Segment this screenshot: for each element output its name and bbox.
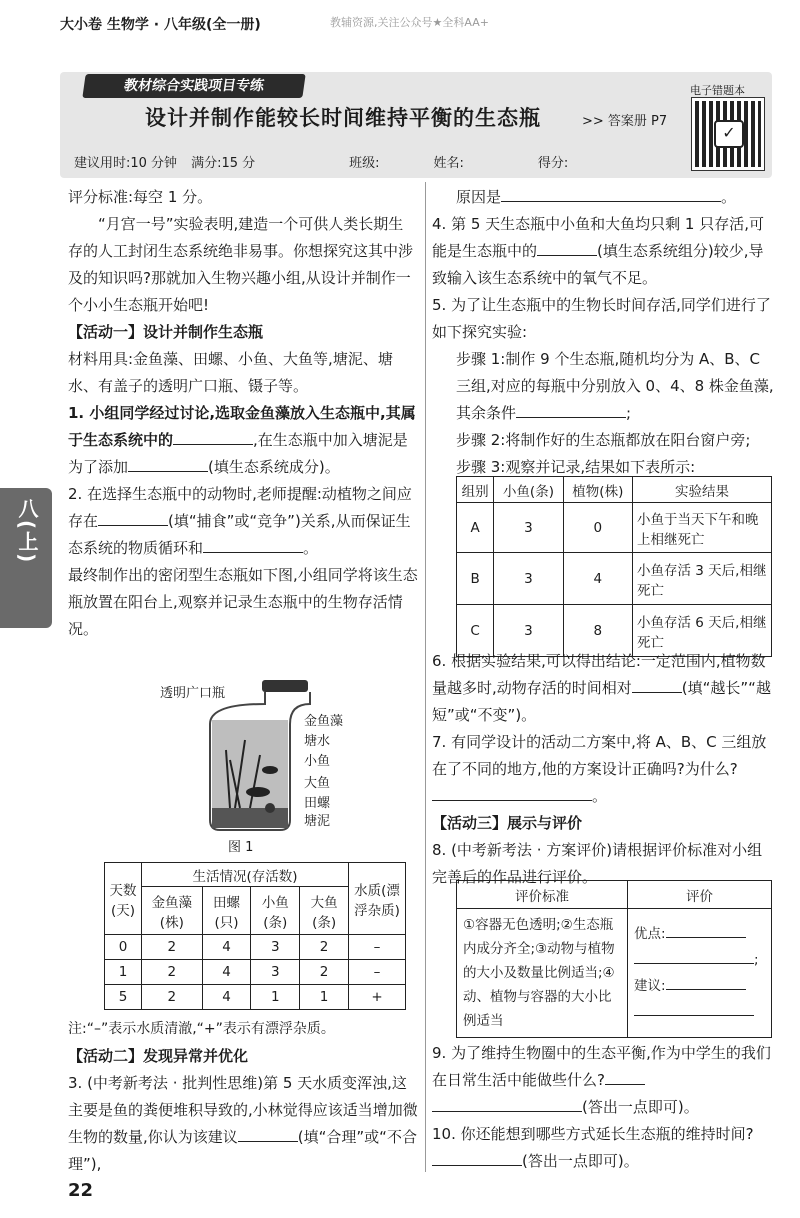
q4-blank[interactable]: [537, 239, 597, 256]
survival-table: [104, 862, 406, 1010]
fig-label-snail: 田螺: [304, 796, 331, 811]
class-field[interactable]: 班级:: [349, 156, 380, 171]
q3-reason-label: 原因是: [456, 188, 502, 206]
step-1: 步骤 1:制作 9 个生态瓶,随机均分为 A、B、C 三组,对应的每瓶中分别放入 0、4、8 株金鱼藻,其余条件 ;: [456, 350, 774, 422]
cell: 3: [251, 960, 300, 985]
good-label: 优点:: [634, 926, 666, 942]
score-text: 满分:15 分: [191, 156, 256, 171]
th-col: 金鱼藻(株): [142, 887, 203, 935]
q3-reason-blank[interactable]: [501, 185, 721, 202]
q10-text: 10. 你还能想到哪些方式延长生态瓶的维持时间?: [432, 1125, 754, 1143]
th-days: 天数(天): [105, 863, 142, 935]
cell: 2: [300, 960, 349, 985]
th-col: 小鱼(条): [251, 887, 300, 935]
right-lower: [432, 1040, 777, 1175]
question-10: [432, 1121, 777, 1175]
bottle-cap: [262, 680, 308, 692]
activity-2-heading: 【活动二】发现异常并优化: [68, 1047, 249, 1065]
good-row: [634, 921, 765, 947]
cell: –: [349, 935, 406, 960]
experiment-table: [456, 476, 772, 657]
cell: 2: [142, 960, 203, 985]
time-text: 建议用时:10 分钟: [74, 156, 178, 171]
s1-blank[interactable]: [516, 401, 626, 418]
meta-row: [74, 152, 684, 171]
big-fish: [246, 787, 270, 797]
right-column: 原因是 。 4. 第 5 天生态瓶中小鱼和大鱼均只剩 1 只存活,可能是生态瓶中的 (填生态系统组分)较少,导致输入该生态系统中的氧气不足。 5. 为了让生态瓶中的生物长时间存活,同学们进行了如下探究实验: 步骤 1:制作 9 个生态瓶,随机均分为 A、B、C 三组,对应的每瓶中分别放入 0、4、8 株金鱼藻,其余条件 ; 步骤 2:将制作好的生态瓶都放在阳台窗户旁; 步骤 3:观察并记录,结果如下表所示:: [432, 184, 777, 481]
advice-label: 建议:: [634, 978, 666, 994]
q10-blank[interactable]: [432, 1149, 522, 1166]
pond-mud: [212, 808, 288, 828]
q9-blank-1[interactable]: [605, 1068, 645, 1085]
q10-text-b: (答出一点即可)。: [522, 1152, 639, 1170]
fig-label-mud: 塘泥: [304, 814, 331, 829]
cell: 1: [105, 960, 142, 985]
activity-1-heading: 【活动一】设计并制作生态瓶: [68, 323, 264, 341]
activity-3-heading: 【活动三】展示与评价: [432, 814, 583, 832]
figure-caption: 图 1: [228, 840, 254, 855]
q6-text-a: 6. 根据实验结果,可以得出结论:一定范围内,植物数量越多时,动物存活的时间相对: [432, 652, 766, 697]
cell: 2: [142, 935, 203, 960]
cell: 5: [105, 985, 142, 1010]
q1-text-a: 1. 小组同学经过讨论,选取金鱼藻放入生态瓶中,其属于生态系统中的: [68, 404, 416, 449]
q6-blank[interactable]: [632, 676, 682, 693]
cell: 0: [105, 935, 142, 960]
watermark: 教辅资源,关注公众号★全科AA+: [330, 16, 489, 29]
cell: 1: [300, 985, 349, 1010]
fig-label-big-fish: 大鱼: [304, 776, 331, 791]
s1-text: 步骤 1:制作 9 个生态瓶,随机均分为 A、B、C 三组,对应的每瓶中分别放入 0、4、8 株金鱼藻,其余条件: [456, 350, 774, 422]
cell: –: [349, 960, 406, 985]
cell: 8: [563, 605, 632, 657]
cell: 3: [251, 935, 300, 960]
q3-text-b: (填“合理”或“不合理”),: [68, 1128, 417, 1173]
th-col: 田螺(只): [202, 887, 251, 935]
cell: B: [457, 553, 494, 605]
q2-blank-2[interactable]: [203, 536, 303, 553]
intro-text: “月宫一号”实验表明,建造一个可供人类长期生存的人工封闭生态系统绝非易事。你想探究这其中涉及的知识吗?那就加入生物兴趣小组,从设计并制作一个小小生态瓶开始吧!: [68, 215, 414, 314]
th: 植物(株): [563, 477, 632, 503]
table-row: [105, 960, 406, 985]
materials-text: 材料用具:金鱼藻、田螺、小鱼、大鱼等,塘泥、塘水、有盖子的透明广口瓶、镊子等。: [68, 350, 393, 395]
fig-label-weed: 金鱼藻: [304, 714, 344, 729]
column-divider: [425, 182, 426, 1172]
eco-bottle-figure: [150, 680, 380, 840]
th-col: 大鱼(条): [300, 887, 349, 935]
question-3: [68, 1070, 418, 1178]
right-middle: [432, 648, 777, 891]
cell: 4: [202, 935, 251, 960]
evaluation-cell: 优点: ; 建议:: [628, 909, 772, 1038]
table-row: [105, 985, 406, 1010]
table-note: 注:“–”表示水质清澈,“+”表示有漂浮杂质。: [68, 1021, 335, 1037]
question-8: 8. (中考新考法 · 方案评价)请根据评价标准对小组完善后的作品进行评价。: [432, 841, 763, 886]
th: 实验结果: [633, 477, 772, 503]
cell: 2: [142, 985, 203, 1010]
page-number: 22: [68, 1180, 94, 1201]
question-6: [432, 648, 777, 729]
advice-blank[interactable]: [666, 973, 746, 990]
check-icon: ✓: [714, 120, 744, 148]
cell: A: [457, 503, 494, 553]
q9-text: 9. 为了维持生物圈中的生态平衡,作为中学生的我们在日常生活中能做些什么?: [432, 1044, 771, 1089]
good-blank[interactable]: [666, 921, 746, 938]
cell: 1: [251, 985, 300, 1010]
grade-field[interactable]: 得分:: [537, 156, 569, 171]
fig-label-bottle: 透明广口瓶: [160, 686, 226, 701]
cell: 小鱼存活 6 天后,相继死亡: [633, 605, 772, 657]
th-group: 生活情况(存活数): [142, 863, 349, 887]
answer-reference: >> 答案册 P7: [582, 114, 668, 129]
q1-blank-2[interactable]: [128, 455, 208, 472]
question-9: [432, 1040, 777, 1094]
step-3: 步骤 3:观察并记录,结果如下表所示:: [456, 458, 696, 476]
table-row: [105, 935, 406, 960]
th: 小鱼(条): [494, 477, 563, 503]
page-title: 设计并制作能较长时间维持平衡的生态瓶: [145, 106, 541, 130]
step-2: 步骤 2:将制作好的生态瓶都放在阳台窗户旁;: [456, 431, 751, 449]
side-tab-label: 八(上): [15, 498, 39, 565]
cell: 0: [563, 503, 632, 553]
qr-label: 电子错题本: [690, 84, 745, 97]
th: 评价标准: [457, 881, 628, 909]
cell: 3: [494, 503, 563, 553]
criteria-cell: ①容器无色透明;②生态瓶内成分齐全;③动物与植物的大小及数量比例适当;④动、植物与容器的大小比例适当: [457, 909, 628, 1038]
left-column: [68, 184, 418, 643]
question-2: 2. 在选择生态瓶中的动物时,老师提醒:动植物之间应存在 (填“捕食”或“竞争”)关系,从而保证生态系统的物质循环和 。 最终制作出的密闭型生态瓶如下图,小组同学将该生态瓶放置在阳台上,观察并记录生态瓶中的生物存活情况。: [68, 481, 418, 643]
question-7: 7. 有同学设计的活动二方案中,将 A、B、C 三组放在了不同的地方,他的方案设计正确吗?为什么?。: [432, 733, 767, 805]
evaluation-table: [456, 880, 772, 1038]
th-water: 水质(漂浮杂质): [349, 863, 406, 935]
question-5: 5. 为了让生态瓶中的生物长时间存活,同学们进行了如下探究实验:: [432, 296, 771, 341]
fig-label-water: 塘水: [304, 734, 331, 749]
cell: 4: [202, 960, 251, 985]
name-field[interactable]: 姓名:: [433, 156, 464, 171]
th: 评价: [628, 881, 772, 909]
fig-label-small-fish: 小鱼: [304, 754, 331, 769]
q1-text-b: ,在生态瓶中加入塘泥是为了添加: [68, 431, 408, 476]
cell: 3: [494, 605, 563, 657]
cell: 2: [300, 935, 349, 960]
table-row: [457, 503, 772, 553]
q7-blank[interactable]: [432, 784, 592, 801]
q2-blank-1[interactable]: [98, 509, 168, 526]
q4-text-b: (填生态系统组分)较少,导致输入该生态系统中的氧气不足。: [432, 242, 764, 287]
q1-blank-1[interactable]: [173, 428, 253, 445]
q3-blank[interactable]: [238, 1125, 298, 1142]
small-fish: [262, 766, 278, 774]
q6-text-b: (填“越长”“越短”或“不变”)。: [432, 679, 771, 724]
cell: 小鱼存活 3 天后,相继死亡: [633, 553, 772, 605]
q2-text-c: 最终制作出的密闭型生态瓶如下图,小组同学将该生态瓶放置在阳台上,观察并记录生态瓶中的生物存活情况。: [68, 566, 418, 638]
q1-text-c: (填生态系统成分)。: [208, 458, 340, 476]
cell: 4: [563, 553, 632, 605]
q9-blank-2[interactable]: [432, 1095, 582, 1112]
cell: 小鱼于当天下午和晚上相继死亡: [633, 503, 772, 553]
cell: 4: [202, 985, 251, 1010]
question-4: [432, 211, 777, 292]
q2-text-b: (填“捕食”或“竞争”)关系,从而保证生态系统的物质循环和: [68, 512, 411, 557]
th: 组别: [457, 477, 494, 503]
q3-text: 3. (中考新考法 · 批判性思维)第 5 天水质变浑浊,这主要是鱼的粪便堆积导致的,小林觉得应该适当增加微生物的数量,你认为该建议: [68, 1074, 418, 1146]
criteria-text: 评分标准:每空 1 分。: [68, 188, 213, 206]
good-blank-2[interactable]: [634, 947, 754, 964]
cell: +: [349, 985, 406, 1010]
q7-text: 7. 有同学设计的活动二方案中,将 A、B、C 三组放在了不同的地方,他的方案设计正确吗?为什么?: [432, 733, 767, 778]
cell: 3: [494, 553, 563, 605]
snail: [265, 803, 275, 813]
q4-text-a: 4. 第 5 天生态瓶中小鱼和大鱼均只剩 1 只存活,可能是生态瓶中的: [432, 215, 765, 260]
q2-text-a: 2. 在选择生态瓶中的动物时,老师提醒:动植物之间应存在: [68, 485, 412, 530]
advice-blank-2[interactable]: [634, 999, 754, 1016]
question-1: [68, 400, 418, 481]
table-row: [457, 553, 772, 605]
cell: C: [457, 605, 494, 657]
left-lower: [68, 1016, 418, 1178]
q9-text-b: (答出一点即可)。: [582, 1098, 699, 1116]
advice-row: [634, 973, 765, 999]
book-title: 大小卷 生物学 · 八年级(全一册): [60, 17, 261, 33]
section-tag: 教材综合实践项目专练: [82, 74, 305, 98]
